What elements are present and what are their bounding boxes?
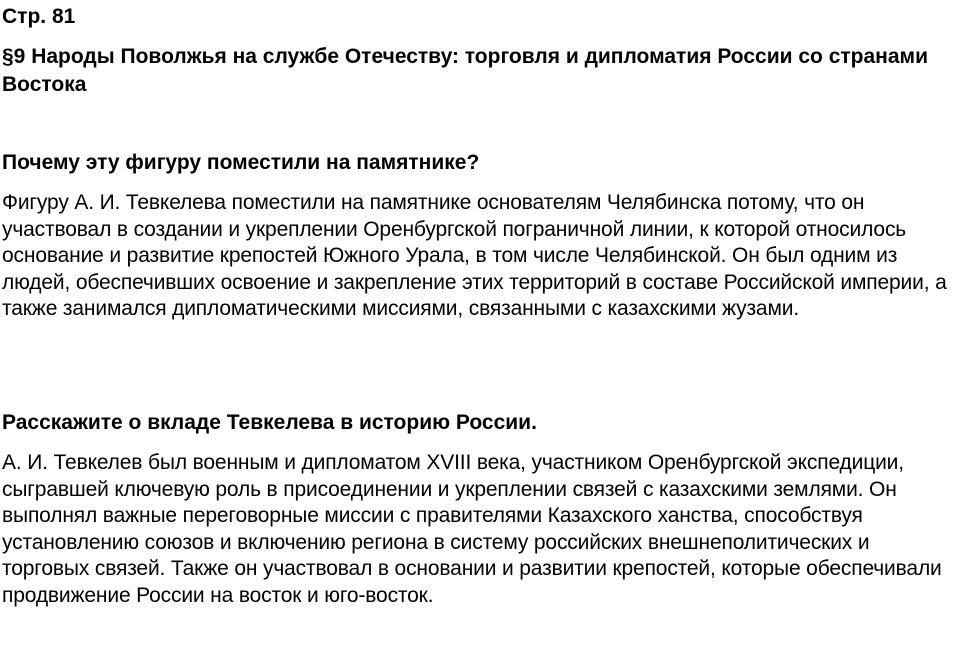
answer-paragraph: А. И. Тевкелев был военным и дипломатом XVIII века, участником Оренбургской экспедиции, сыгравшей ключевую роль в присоединении и укреплении связей с казахскими землями. Он выполнял важные переговорные миссии с правителями Казахского ханства, способствуя установлению союзов и включению региона в систему российских внешнеполитических и торговых связей. Также он участвовал в основании и развитии крепостей, которые обеспечивали продвижение России на восток и юго-восток.	[2, 451, 942, 607]
page-number: Стр. 81	[2, 5, 76, 28]
section-title: §9 Народы Поволжья на службе Отечеству: торговля и дипломатия России со странами Востока	[2, 45, 928, 96]
question-heading: Почему эту фигуру поместили на памятнике?	[2, 151, 480, 174]
answer-paragraph: Фигуру А. И. Тевкелева поместили на памятнике основателям Челябинска потому, что он участвовал в создании и укреплении Оренбургской пограничной линии, к которой относилось основание и развитие крепостей Южного Урала, в том числе Челябинской. Он был одним из людей, обеспечивших освоение и закрепление этих территорий в составе Российской империи, а также занимался дипломатическими миссиями, связанными с казахскими жузами.	[2, 191, 947, 320]
question-heading: Расскажите о вкладе Тевкелева в историю России.	[2, 411, 537, 434]
